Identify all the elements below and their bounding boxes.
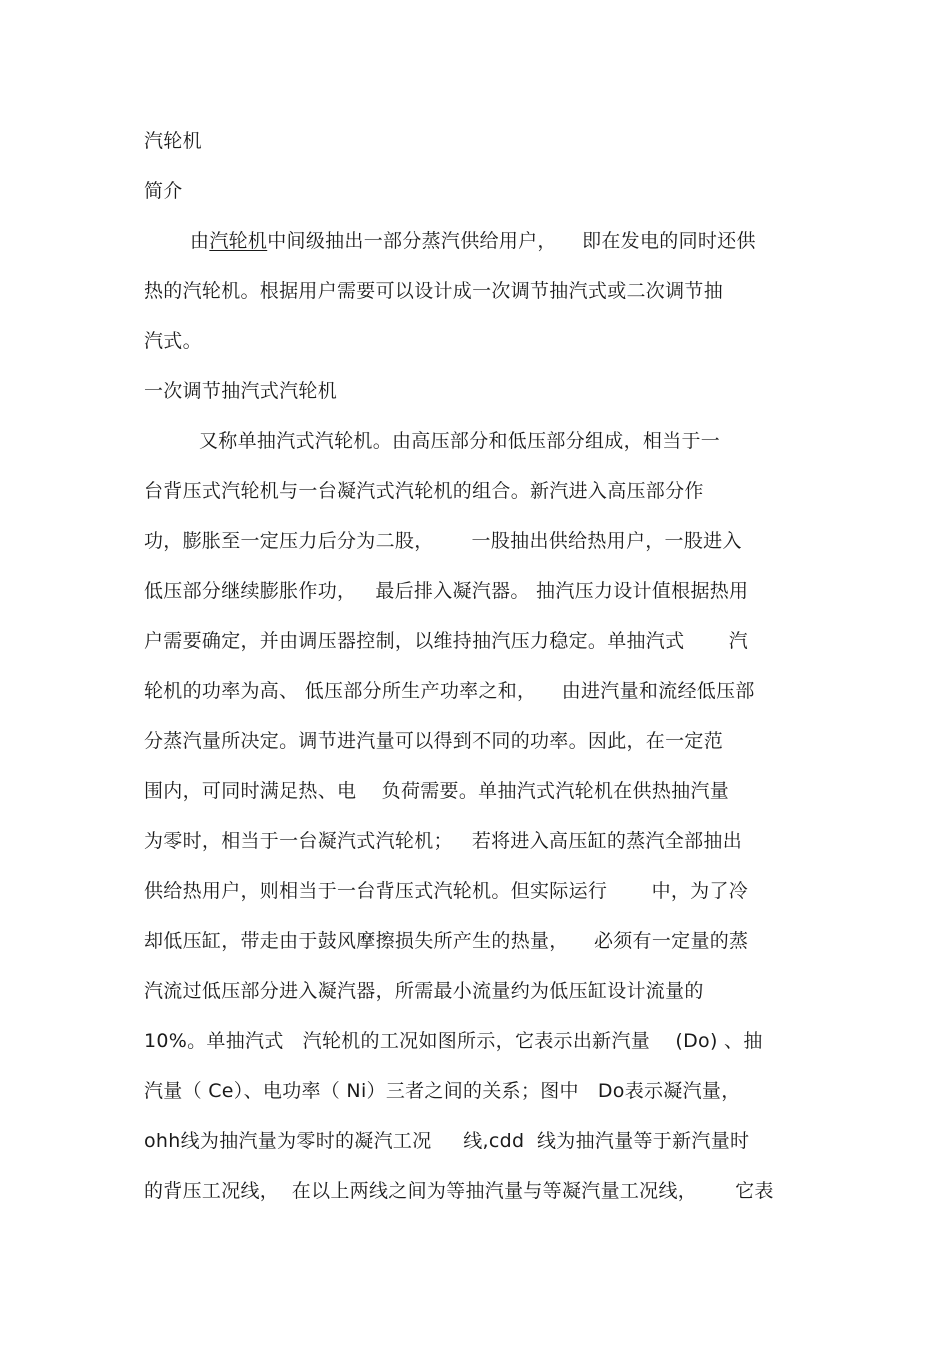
body-line: 轮机的功率为高、 低压部分所生产功率之和， 由进汽量和流经低压部	[144, 680, 755, 702]
intro-line-1-post: 中间级抽出一部分蒸汽供给用户， 即在发电的同时还供	[267, 230, 756, 252]
body-line: 台背压式汽轮机与一台凝汽式汽轮机的组合。新汽进入高压部分作	[144, 480, 704, 502]
body-line: 又称单抽汽式汽轮机。由高压部分和低压部分组成，相当于一	[199, 430, 721, 452]
body-line: 围内，可同时满足热、电 负荷需要。单抽汽式汽轮机在供热抽汽量	[144, 780, 730, 802]
body-line: 汽量（ Ce）、电功率（ Ni）三者之间的关系；图中 Do表示凝汽量，	[144, 1080, 741, 1102]
body-line: 却低压缸，带走由于鼓风摩擦损失所产生的热量， 必须有一定量的蒸	[144, 930, 749, 952]
body-line: 的背压工况线， 在以上两线之间为等抽汽量与等凝汽量工况线， 它表	[144, 1180, 774, 1202]
intro-line-1-pre: 由	[190, 230, 210, 252]
intro-line-1	[190, 229, 756, 253]
document-title: 汽轮机	[144, 130, 202, 152]
body-line: 为零时，相当于一台凝汽式汽轮机； 若将进入高压缸的蒸汽全部抽出	[144, 830, 743, 852]
body-line: 10%。单抽汽式 汽轮机的工况如图所示，它表示出新汽量 (Do) 、抽	[144, 1030, 763, 1052]
body-line: 功，膨胀至一定压力后分为二股， 一股抽出供给热用户，一股进入	[144, 530, 742, 552]
body-line: 供给热用户，则相当于一台背压式汽轮机。但实际运行 中，为了冷	[144, 880, 749, 902]
body-line: 低压部分继续膨胀作功， 最后排入凝汽器。 抽汽压力设计值根据热用	[144, 580, 749, 602]
intro-line-2: 热的汽轮机。根据用户需要可以设计成一次调节抽汽式或二次调节抽	[144, 280, 724, 302]
body-line: ohh线为抽汽量为零时的凝汽工况 线,cdd 线为抽汽量等于新汽量时	[144, 1130, 750, 1152]
steam-turbine-link[interactable]: 汽轮机	[209, 230, 268, 252]
body-line: 户需要确定，并由调压器控制，以维持抽汽压力稳定。单抽汽式 汽	[144, 630, 749, 652]
intro-line-3: 汽式。	[144, 330, 202, 352]
body-line: 分蒸汽量所决定。调节进汽量可以得到不同的功率。因此，在一定范	[144, 730, 724, 752]
section-heading-intro: 简介	[144, 180, 183, 202]
section-heading-single-extraction: 一次调节抽汽式汽轮机	[144, 380, 338, 402]
body-line: 汽流过低压部分进入凝汽器，所需最小流量约为低压缸设计流量的	[144, 980, 704, 1002]
